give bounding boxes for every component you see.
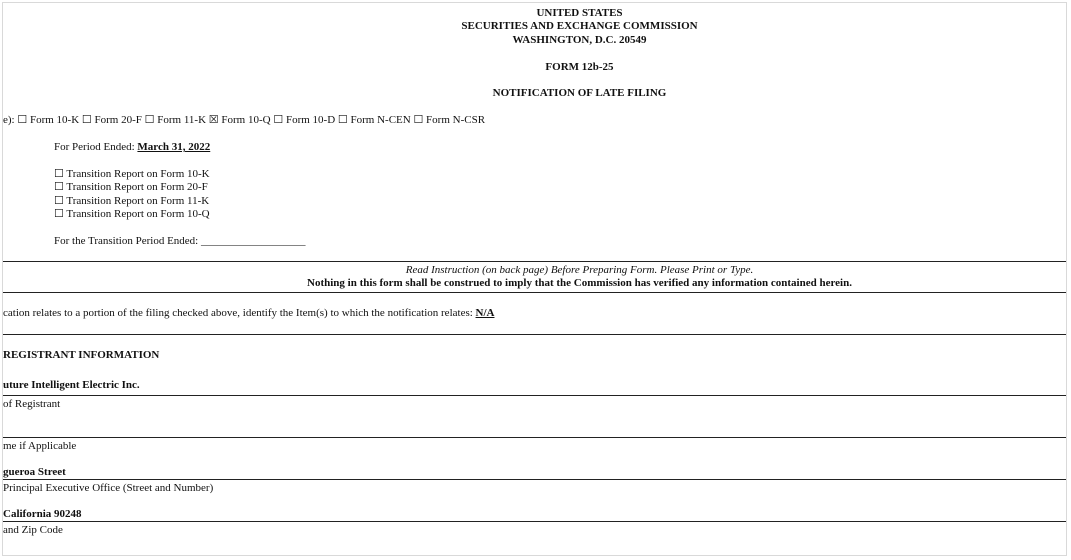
city-value: California 90248 (3, 508, 82, 520)
divider (3, 292, 1067, 293)
form-number: FORM 12b-25 (545, 61, 614, 73)
address-label: Principal Executive Office (Street and Number) (3, 482, 214, 494)
header-agency: SECURITIES AND EXCHANGE COMMISSION (461, 20, 698, 32)
header-city: WASHINGTON, D.C. 20549 (512, 34, 647, 46)
disclaimer-line: Nothing in this form shall be construed to imply that the Commission has verified any information contained herein. (307, 277, 852, 289)
form-type-checkboxes: e): ☐ Form 10-K ☐ Form 20-F ☐ Form 11-K ☒ Form 10-Q ☐ Form 10-D ☐ Form N-CEN ☐ Form N-CSR (3, 114, 486, 126)
transition-10q: ☐ Transition Report on Form 10-Q (54, 208, 210, 220)
transition-11k: ☐ Transition Report on Form 11-K (54, 195, 210, 207)
period-ended (54, 141, 210, 154)
form-title: NOTIFICATION OF LATE FILING (492, 87, 667, 99)
transition-period-ended: For the Transition Period Ended: ___________________ (54, 235, 306, 247)
former-name-label: me if Applicable (3, 440, 77, 452)
registrant-name: uture Intelligent Electric Inc. (3, 379, 140, 391)
divider (3, 261, 1067, 262)
divider (3, 437, 1067, 438)
registrant-label: of Registrant (3, 398, 61, 410)
divider (3, 521, 1067, 522)
portion-text: cation relates to a portion of the filing checked above, identify the Item(s) to which the notification relates: (3, 307, 476, 319)
city-label: and Zip Code (3, 524, 63, 536)
divider (3, 395, 1067, 396)
portion-value: N/A (475, 307, 495, 319)
period-ended-date: March 31, 2022 (137, 141, 211, 153)
document-page (2, 2, 1067, 556)
header-country: UNITED STATES (536, 7, 623, 19)
transition-10k: ☐ Transition Report on Form 10-K (54, 168, 210, 180)
address-value: gueroa Street (3, 466, 66, 478)
portion-statement (3, 307, 495, 320)
transition-20f: ☐ Transition Report on Form 20-F (54, 181, 208, 193)
instruction-line: Read Instruction (on back page) Before Preparing Form. Please Print or Type. (405, 264, 754, 276)
period-ended-label: For Period Ended: (54, 141, 138, 153)
section-heading: REGISTRANT INFORMATION (3, 349, 160, 361)
divider (3, 334, 1067, 335)
divider (3, 479, 1067, 480)
